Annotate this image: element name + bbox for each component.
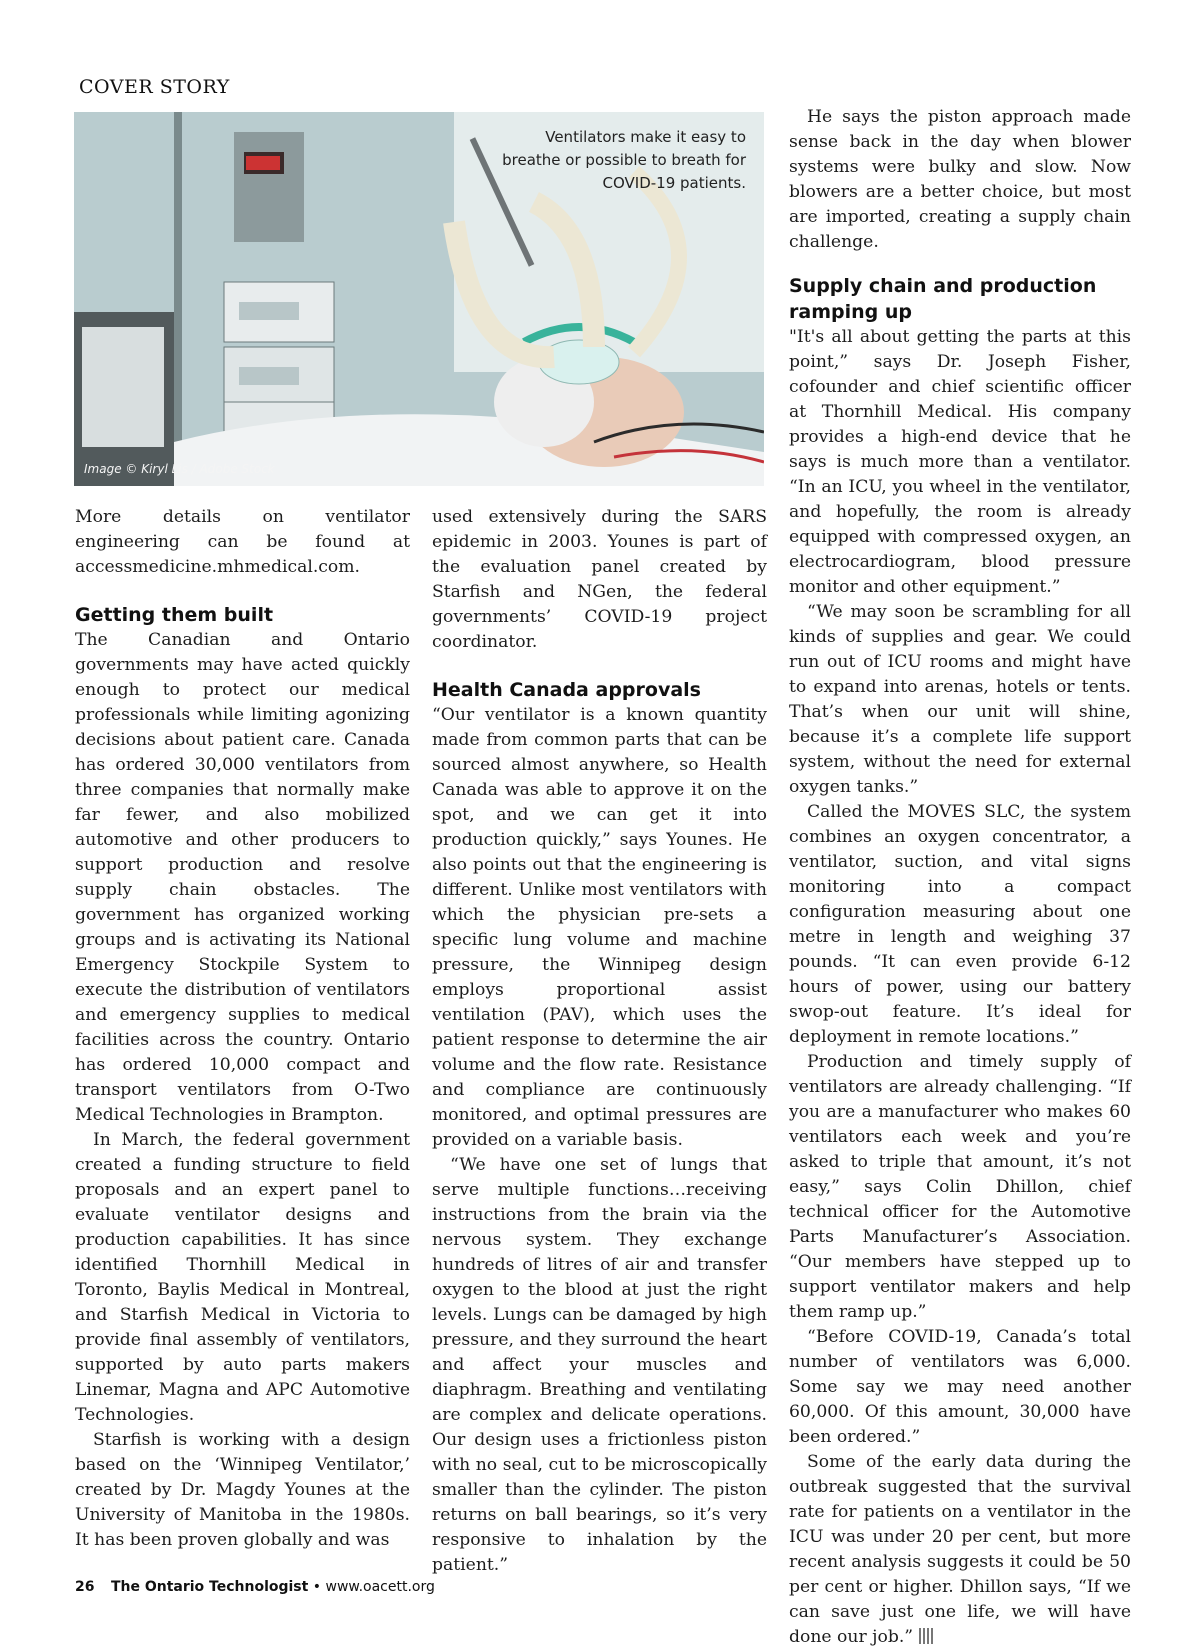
section-heading-health-canada-approvals: Health Canada approvals	[432, 679, 701, 701]
paragraph: “We may soon be scrambling for all kinds of supplies and gear. We could run out of ICU rooms and might have to expand into arenas, hotels or tents. That’s when our unit will shine, because it’s a complete life support system, without the need for external oxygen tanks.”	[789, 602, 1131, 797]
paragraph: He says the piston approach made sense back in the day when blower systems were bulky and slow. Now blowers are a better choice, but most are imported, creating a supply chain challenge.	[789, 107, 1131, 252]
section-label: COVER STORY	[79, 76, 230, 98]
end-of-article-icon	[919, 1628, 935, 1644]
paragraph: Starfish is working with a design based on the ‘Winnipeg Ventilator,’ created by Dr. Magdy Younes at the University of Manitoba in the 1980s. It has been proven globally and was	[75, 1430, 410, 1550]
paragraph: "It's all about getting the parts at this point,” says Dr. Joseph Fisher, cofounder and chief scientific officer at Thornhill Medical. His company provides a high-end device that he says is much more than a ventilator. “In an ICU, you wheel in the ventilator, and hopefully, the room is already equipped with compressed oxygen, an electrocardiogram, blood pressure monitor and other equipment.”	[789, 327, 1131, 597]
photo-credit: Image © Kiryl Lis / Adobe Stock	[84, 462, 275, 476]
section-heading-getting-them-built: Getting them built	[75, 604, 274, 626]
paragraph: Production and timely supply of ventilators are already challenging. “If you are a manufacturer who makes 60 ventilators each week and you’re asked to triple that amount, it’s not easy,” says Colin Dhillon, chief technical officer for the Automotive Parts Manufacturer’s Association. “Our members have stepped up to support ventilator makers and help them ramp up.”	[789, 1052, 1131, 1322]
footer-url[interactable]: www.oacett.org	[325, 1579, 435, 1595]
section-heading-supply-chain: Supply chain and production ramping up	[789, 275, 1097, 323]
paragraph: “Before COVID-19, Canada’s total number of ventilators was 6,000. Some say we may need another 60,000. Of this amount, 30,000 have been ordered.”	[789, 1327, 1131, 1447]
paragraph: “We have one set of lungs that serve multiple functions…receiving instructions from the brain via the nervous system. They exchange hundreds of litres of air and transfer oxygen to the blood at just the right levels. Lungs can be damaged by high pressure, and they surround the heart and affect your muscles and diaphragm. Breathing and ventilating are complex and delicate operations. Our design uses a frictionless piston with no seal, cut to be microscopically smaller than the cylinder. The piston returns on ball bearings, so it’s very responsive to inhalation by the patient.”	[432, 1155, 767, 1575]
paragraph: The Canadian and Ontario governments may have acted quickly enough to protect our medical professionals while limiting agonizing decisions about patient care. Canada has ordered 30,000 ventilators from three companies that normally make far fewer, and also mobilized automotive and other producers to support production and resolve supply chain obstacles. The government has organized working groups and is activating its National Emergency Stockpile System to execute the distribution of ventilators and emergency supplies to medical facilities across the country. Ontario has ordered 10,000 compact and transport ventilators from O-Two Medical Technologies in Brampton.	[75, 630, 410, 1125]
paragraph	[789, 1450, 1131, 1650]
paragraph: “Our ventilator is a known quantity made from common parts that can be sourced almost anywhere, so Health Canada was able to approve it on the spot, and we can get it into production quickly,” says Younes. He also points out that the engineering is different. Unlike most ventilators with which the physician pre-sets a specific lung volume and machine pressure, the Winnipeg design employs proportional assist ventilation (PAV), which uses the patient response to determine the air volume and the flow rate. Resistance and compliance are continuously monitored, and optimal pressures are provided on a variable basis.	[432, 705, 767, 1150]
paragraph: Called the MOVES SLC, the system combines an oxygen concentrator, a ventilator, suction, and vital signs monitoring into a compact configuration measuring about one metre in length and weighing 37 pounds. “It can even provide 6-12 hours of power, using our battery swop-out feature. It’s ideal for deployment in remote locations.”	[789, 802, 1131, 1047]
paragraph: More details on ventilator engineering can be found at accessmedicine.mhmedical.com.	[75, 507, 410, 577]
paragraph: used extensively during the SARS epidemic in 2003. Younes is part of the evaluation panel created by Starfish and NGen, the federal governments’ COVID-19 project coordinator.	[432, 507, 767, 652]
column-2	[432, 505, 767, 1578]
footer-separator: •	[312, 1579, 322, 1595]
photo-caption: Ventilators make it easy to breathe or possible to breath for COVID-19 patients.	[502, 128, 746, 192]
page-footer	[75, 1579, 435, 1595]
column-3	[789, 105, 1131, 1650]
page-number: 26	[75, 1579, 95, 1595]
magazine-title: The Ontario Technologist	[110, 1579, 309, 1595]
paragraph-text: Some of the early data during the outbreak suggested that the survival rate for patients on a ventilator in the ICU was under 20 per cent, but more recent analysis suggests it could be 50 per cent or higher. Dhillon says, “If we can save just one life, we will have done our job.”	[789, 1452, 1131, 1647]
hero-photo	[74, 112, 764, 486]
paragraph: In March, the federal government created a funding structure to field proposals and an expert panel to evaluate ventilator designs and production capabilities. It has since identified Thornhill Medical in Toronto, Baylis Medical in Montreal, and Starfish Medical in Victoria to provide final assembly of ventilators, supported by auto parts makers Linemar, Magna and APC Automotive Technologies.	[75, 1130, 410, 1425]
column-1	[75, 505, 410, 1553]
